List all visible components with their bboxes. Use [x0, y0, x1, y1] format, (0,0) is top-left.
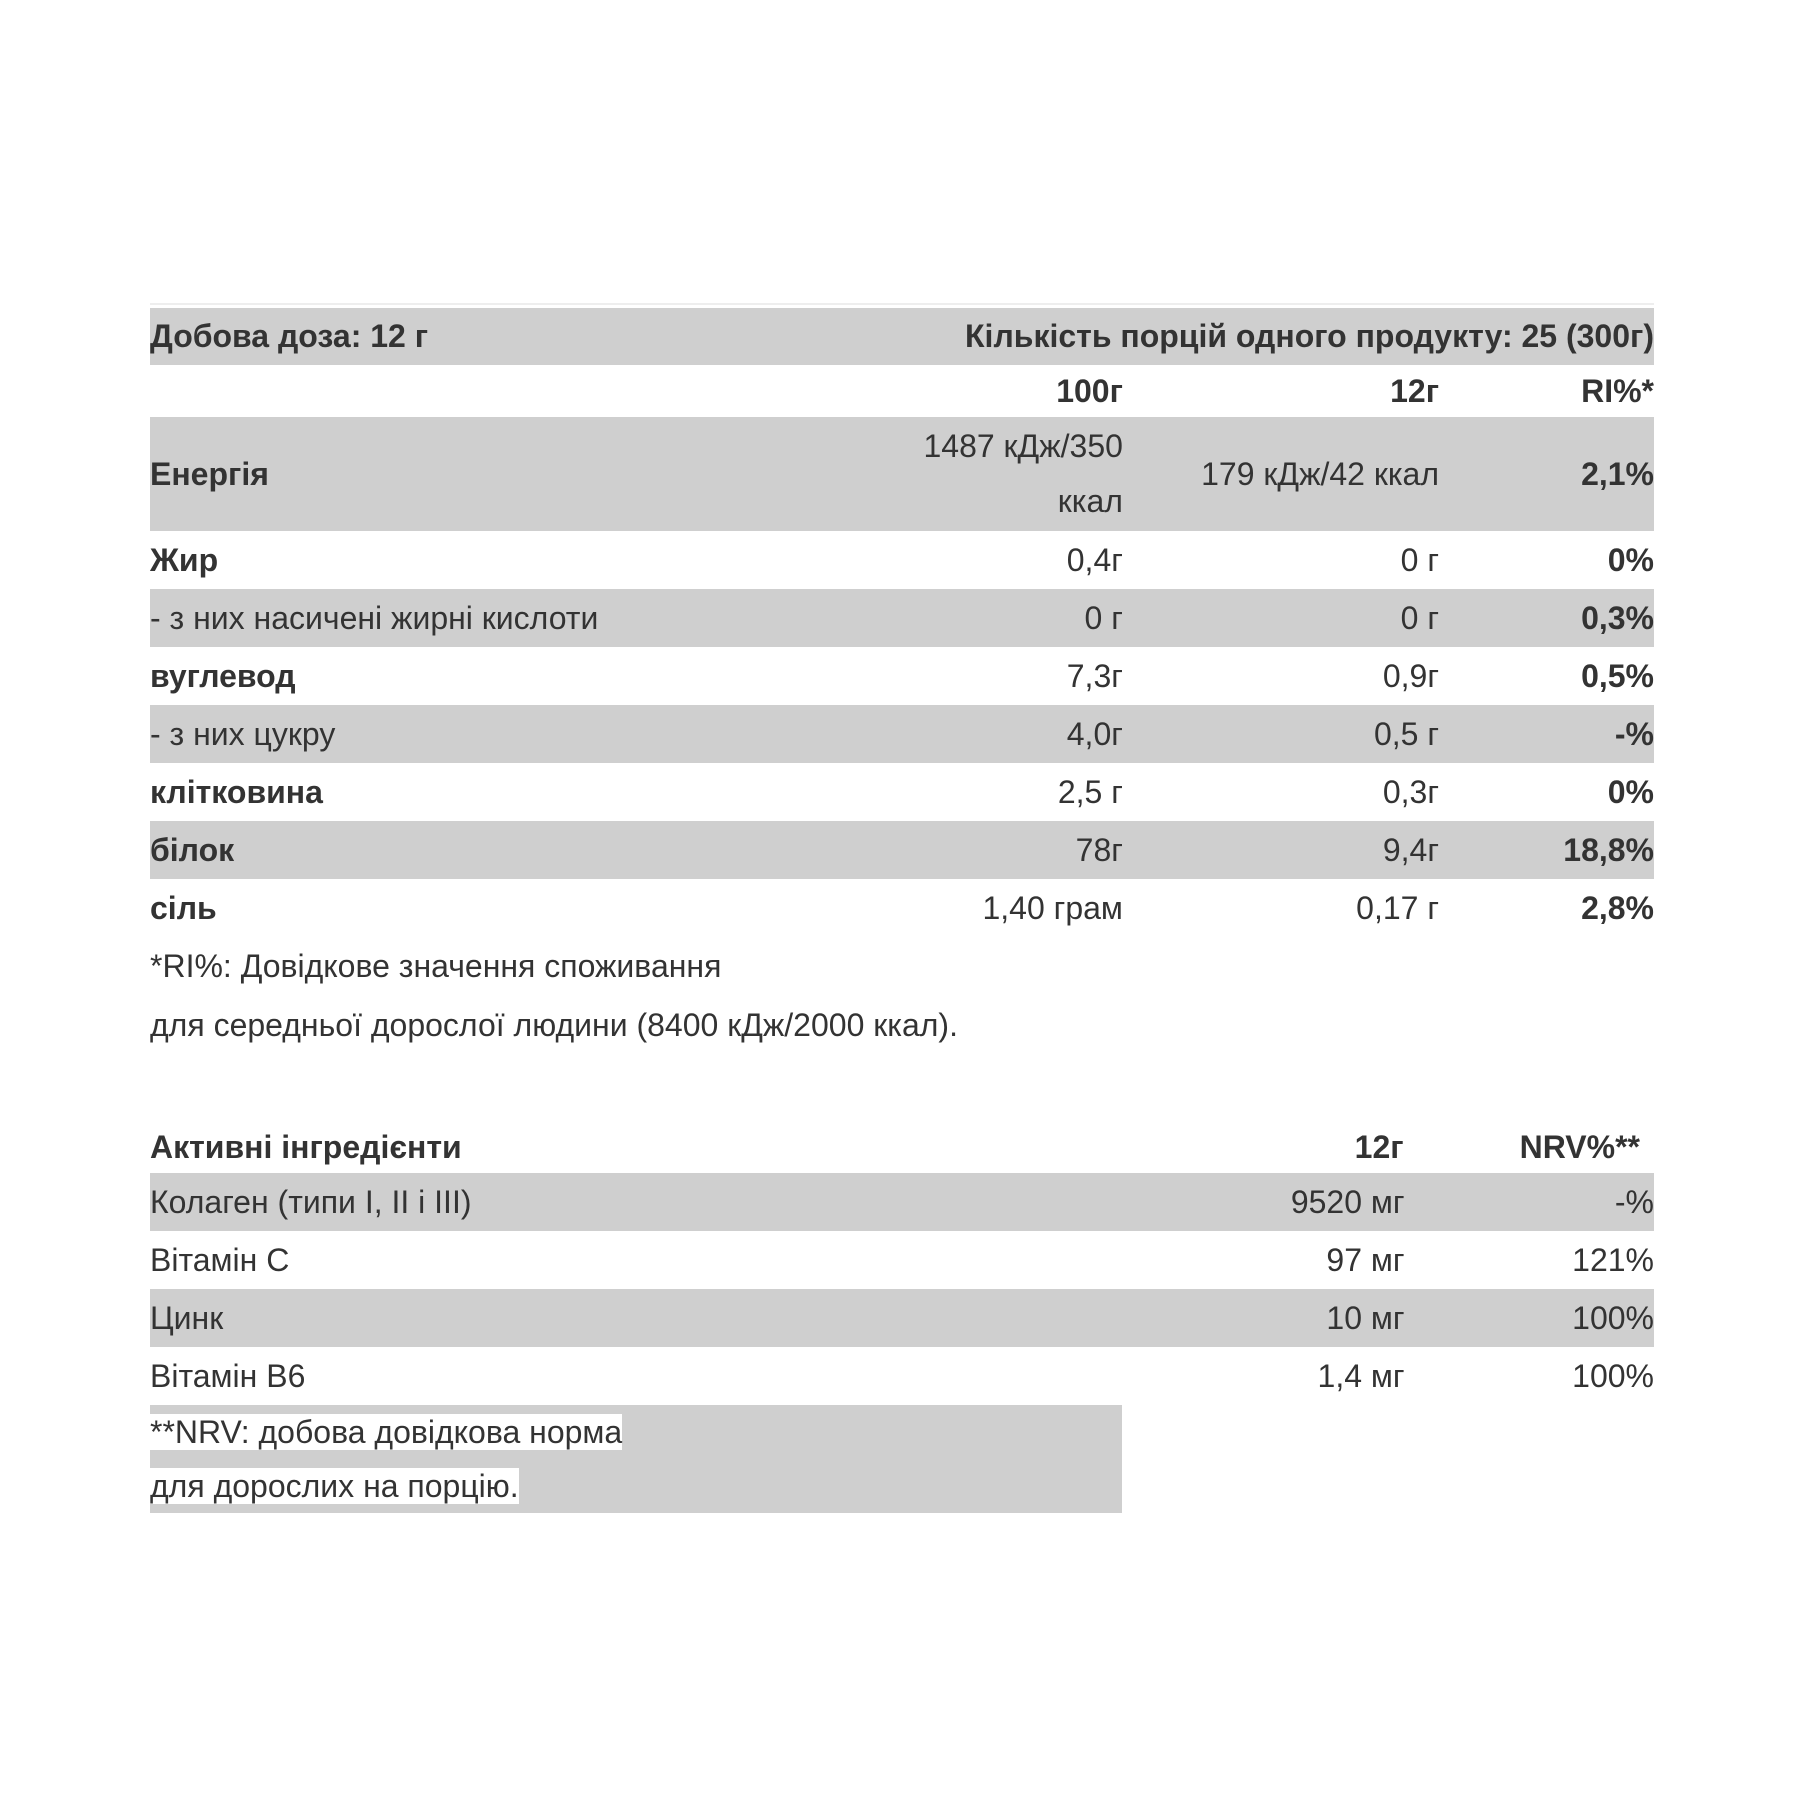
table-row-sugar: [150, 705, 1654, 763]
row-ri: 2,1%: [1581, 455, 1654, 492]
row-nrv: 100%: [1572, 1357, 1654, 1394]
ri-footnote-line1: *RI%: Довідкове значення споживання: [150, 948, 722, 984]
table-row-saturated-fat: [150, 589, 1654, 647]
row-name: клітковина: [150, 773, 323, 810]
active-col-nrv: NRV%**: [1519, 1128, 1640, 1165]
row-per100: 0,4г: [1066, 541, 1123, 578]
table-row-salt: [150, 879, 1654, 937]
row-per12: 179 кДж/42 ккал: [1201, 455, 1440, 492]
row-per100: 1,40 грам: [982, 889, 1123, 926]
nrv-footnote-line1: **NRV: добова довідкова норма: [150, 1414, 623, 1450]
row-per12: 0,17 г: [1356, 889, 1440, 926]
active-col-name: Активні інгредієнти: [150, 1128, 462, 1165]
nutrition-column-header: [150, 365, 1654, 417]
row-per12: 0 г: [1400, 541, 1440, 578]
active-row-vitamin-b6: [150, 1347, 1654, 1405]
row-name: Енергія: [150, 455, 269, 492]
ri-footnote: [150, 937, 1654, 1055]
row-ri: 0,3%: [1581, 599, 1654, 636]
row-per100: 4,0г: [1066, 715, 1123, 752]
row-name: - з них цукру: [150, 715, 336, 752]
col-ri: RI%*: [1581, 372, 1654, 409]
active-row-zinc: [150, 1289, 1654, 1347]
row-per100: 1487 кДж/350 ккал: [923, 428, 1123, 519]
table-row-energy: [150, 417, 1654, 531]
row-nrv: -%: [1614, 1183, 1654, 1220]
row-nrv: 121%: [1572, 1241, 1654, 1278]
row-ri: 18,8%: [1563, 831, 1654, 868]
active-ingredients-header: [150, 1121, 1654, 1173]
col-per100: 100г: [1056, 372, 1123, 409]
active-row-vitamin-c: [150, 1231, 1654, 1289]
row-per12: 10 мг: [1326, 1299, 1405, 1336]
section-gap: [150, 1055, 1654, 1121]
row-ri: 0%: [1607, 541, 1654, 578]
row-per12: 0,3г: [1382, 773, 1440, 810]
row-per100: 0 г: [1084, 599, 1123, 636]
row-nrv: 100%: [1572, 1299, 1654, 1336]
row-per100: 2,5 г: [1057, 773, 1123, 810]
row-per12: 0 г: [1400, 599, 1440, 636]
table-row-carbohydrate: [150, 647, 1654, 705]
row-name: Жир: [150, 541, 219, 578]
servings-count: Кількість порцій одного продукту: 25 (300г): [965, 318, 1654, 354]
row-per12: 9,4г: [1382, 831, 1440, 868]
top-divider: [150, 303, 1654, 305]
row-ri: 0,5%: [1581, 657, 1654, 694]
table-row-protein: [150, 821, 1654, 879]
dose-header-row: [150, 308, 1654, 365]
nutrition-document: [150, 303, 1654, 1513]
nrv-footnote-line2: для дорослих на порцію.: [150, 1468, 519, 1504]
row-ri: 0%: [1607, 773, 1654, 810]
row-name: Цинк: [150, 1299, 224, 1336]
row-name: Вітамін C: [150, 1241, 290, 1278]
active-row-collagen: [150, 1173, 1654, 1231]
row-name: сіль: [150, 889, 217, 926]
row-per12: 1,4 мг: [1317, 1357, 1405, 1394]
row-per12: 97 мг: [1326, 1241, 1405, 1278]
col-per12: 12г: [1390, 372, 1440, 409]
row-per100: 78г: [1075, 831, 1123, 868]
row-per12: 0,5 г: [1373, 715, 1440, 752]
row-name: Колаген (типи I, II і III): [150, 1183, 472, 1220]
row-name: - з них насичені жирні кислоти: [150, 599, 599, 636]
active-col-per12: 12г: [1354, 1128, 1404, 1165]
row-name: білок: [150, 831, 235, 868]
nrv-footnote: [150, 1405, 1122, 1513]
row-name: вуглевод: [150, 657, 296, 694]
daily-dose: Добова доза: 12 г: [150, 318, 429, 354]
table-row-fiber: [150, 763, 1654, 821]
ri-footnote-line2: для середньої дорослої людини (8400 кДж/2000 ккал).: [150, 1007, 958, 1043]
row-per100: 7,3г: [1066, 657, 1123, 694]
table-row-fat: [150, 531, 1654, 589]
row-name: Вітамін B6: [150, 1357, 306, 1394]
row-per12: 9520 мг: [1290, 1183, 1405, 1220]
row-ri: -%: [1614, 715, 1654, 752]
row-ri: 2,8%: [1581, 889, 1654, 926]
row-per12: 0,9г: [1382, 657, 1440, 694]
